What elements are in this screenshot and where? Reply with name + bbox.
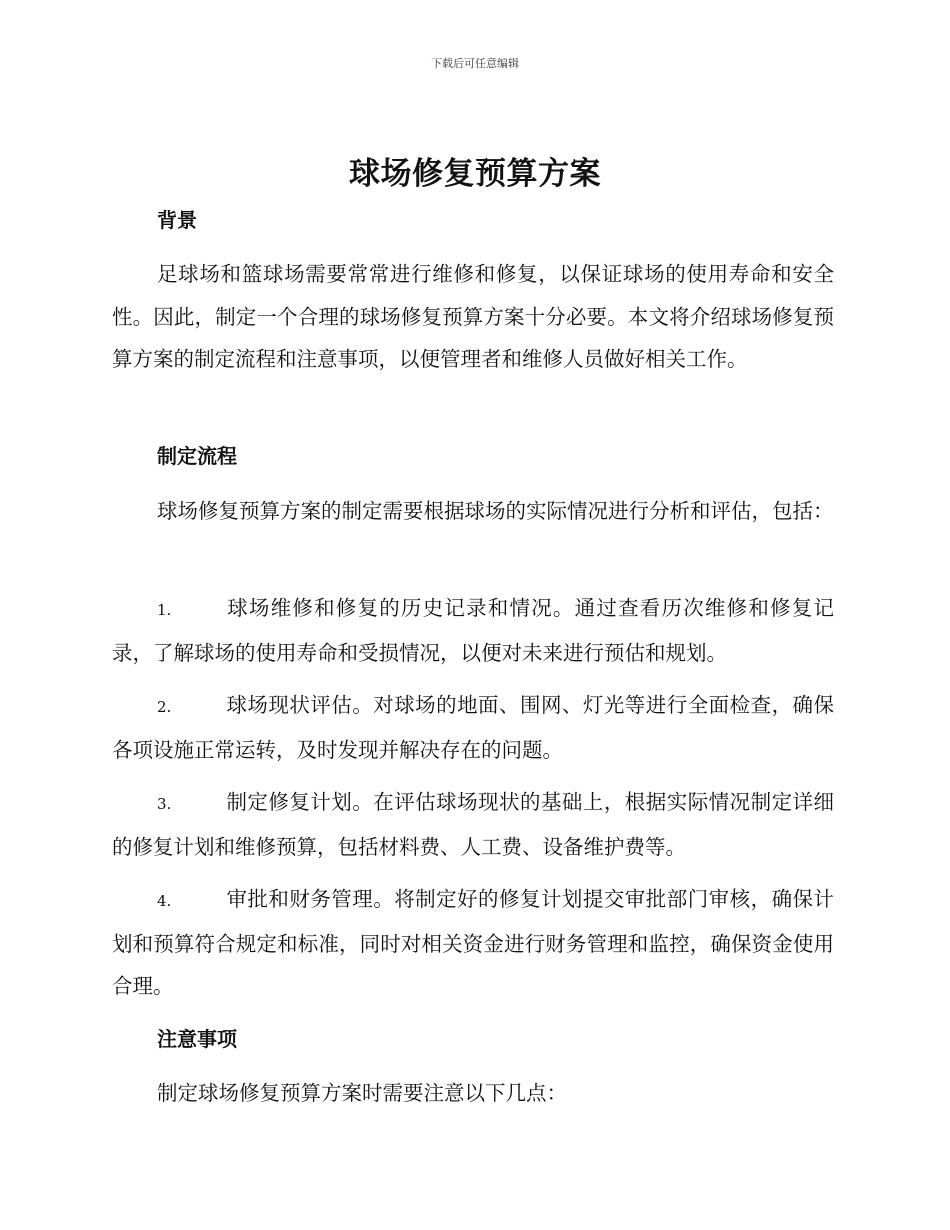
list-item-number: 4.: [157, 892, 172, 910]
document-title: 球场修复预算方案: [349, 156, 601, 192]
list-item-number: 3.: [157, 795, 172, 813]
list-item: [112, 587, 834, 674]
list-item-number: 2.: [157, 698, 172, 716]
list-item: [112, 684, 834, 771]
section-heading-background: 背景: [157, 208, 197, 232]
header-note: 下载后可任意编辑: [431, 57, 519, 70]
list-item: [112, 878, 834, 1008]
list-item: [112, 781, 834, 868]
list-item-text: 审批和财务管理。将制定好的修复计划提交审批部门审核，确保计划和预算符合规定和标准，同时对相关资金进行财务管理和监控，确保资金使用合理。: [112, 887, 834, 998]
list-item-text: 制定修复计划。在评估球场现状的基础上，根据实际情况制定详细的修复计划和维修预算，包括材料费、人工费、设备维护费等。: [112, 790, 834, 859]
section-heading-process: 制定流程: [157, 444, 237, 468]
process-intro-paragraph: 球场修复预算方案的制定需要根据球场的实际情况进行分析和评估，包括：: [157, 499, 834, 523]
list-item-text: 球场现状评估。对球场的地面、围网、灯光等进行全面检查，确保各项设施正常运转，及时发现并解决存在的问题。: [112, 693, 834, 762]
list-item-number: 1.: [157, 601, 172, 619]
notes-intro-paragraph: 制定球场修复预算方案时需要注意以下几点：: [157, 1081, 567, 1105]
list-item-text: 球场维修和修复的历史记录和情况。通过查看历次维修和修复记录，了解球场的使用寿命和受损情况，以便对未来进行预估和规划。: [112, 596, 834, 665]
section-heading-notes: 注意事项: [157, 1027, 237, 1051]
background-paragraph: 足球场和篮球场需要常常进行维修和修复，以保证球场的使用寿命和安全性。因此，制定一个合理的球场修复预算方案十分必要。本文将介绍球场修复预算方案的制定流程和注意事项，以便管理者和维修人员做好相关工作。: [112, 262, 834, 371]
